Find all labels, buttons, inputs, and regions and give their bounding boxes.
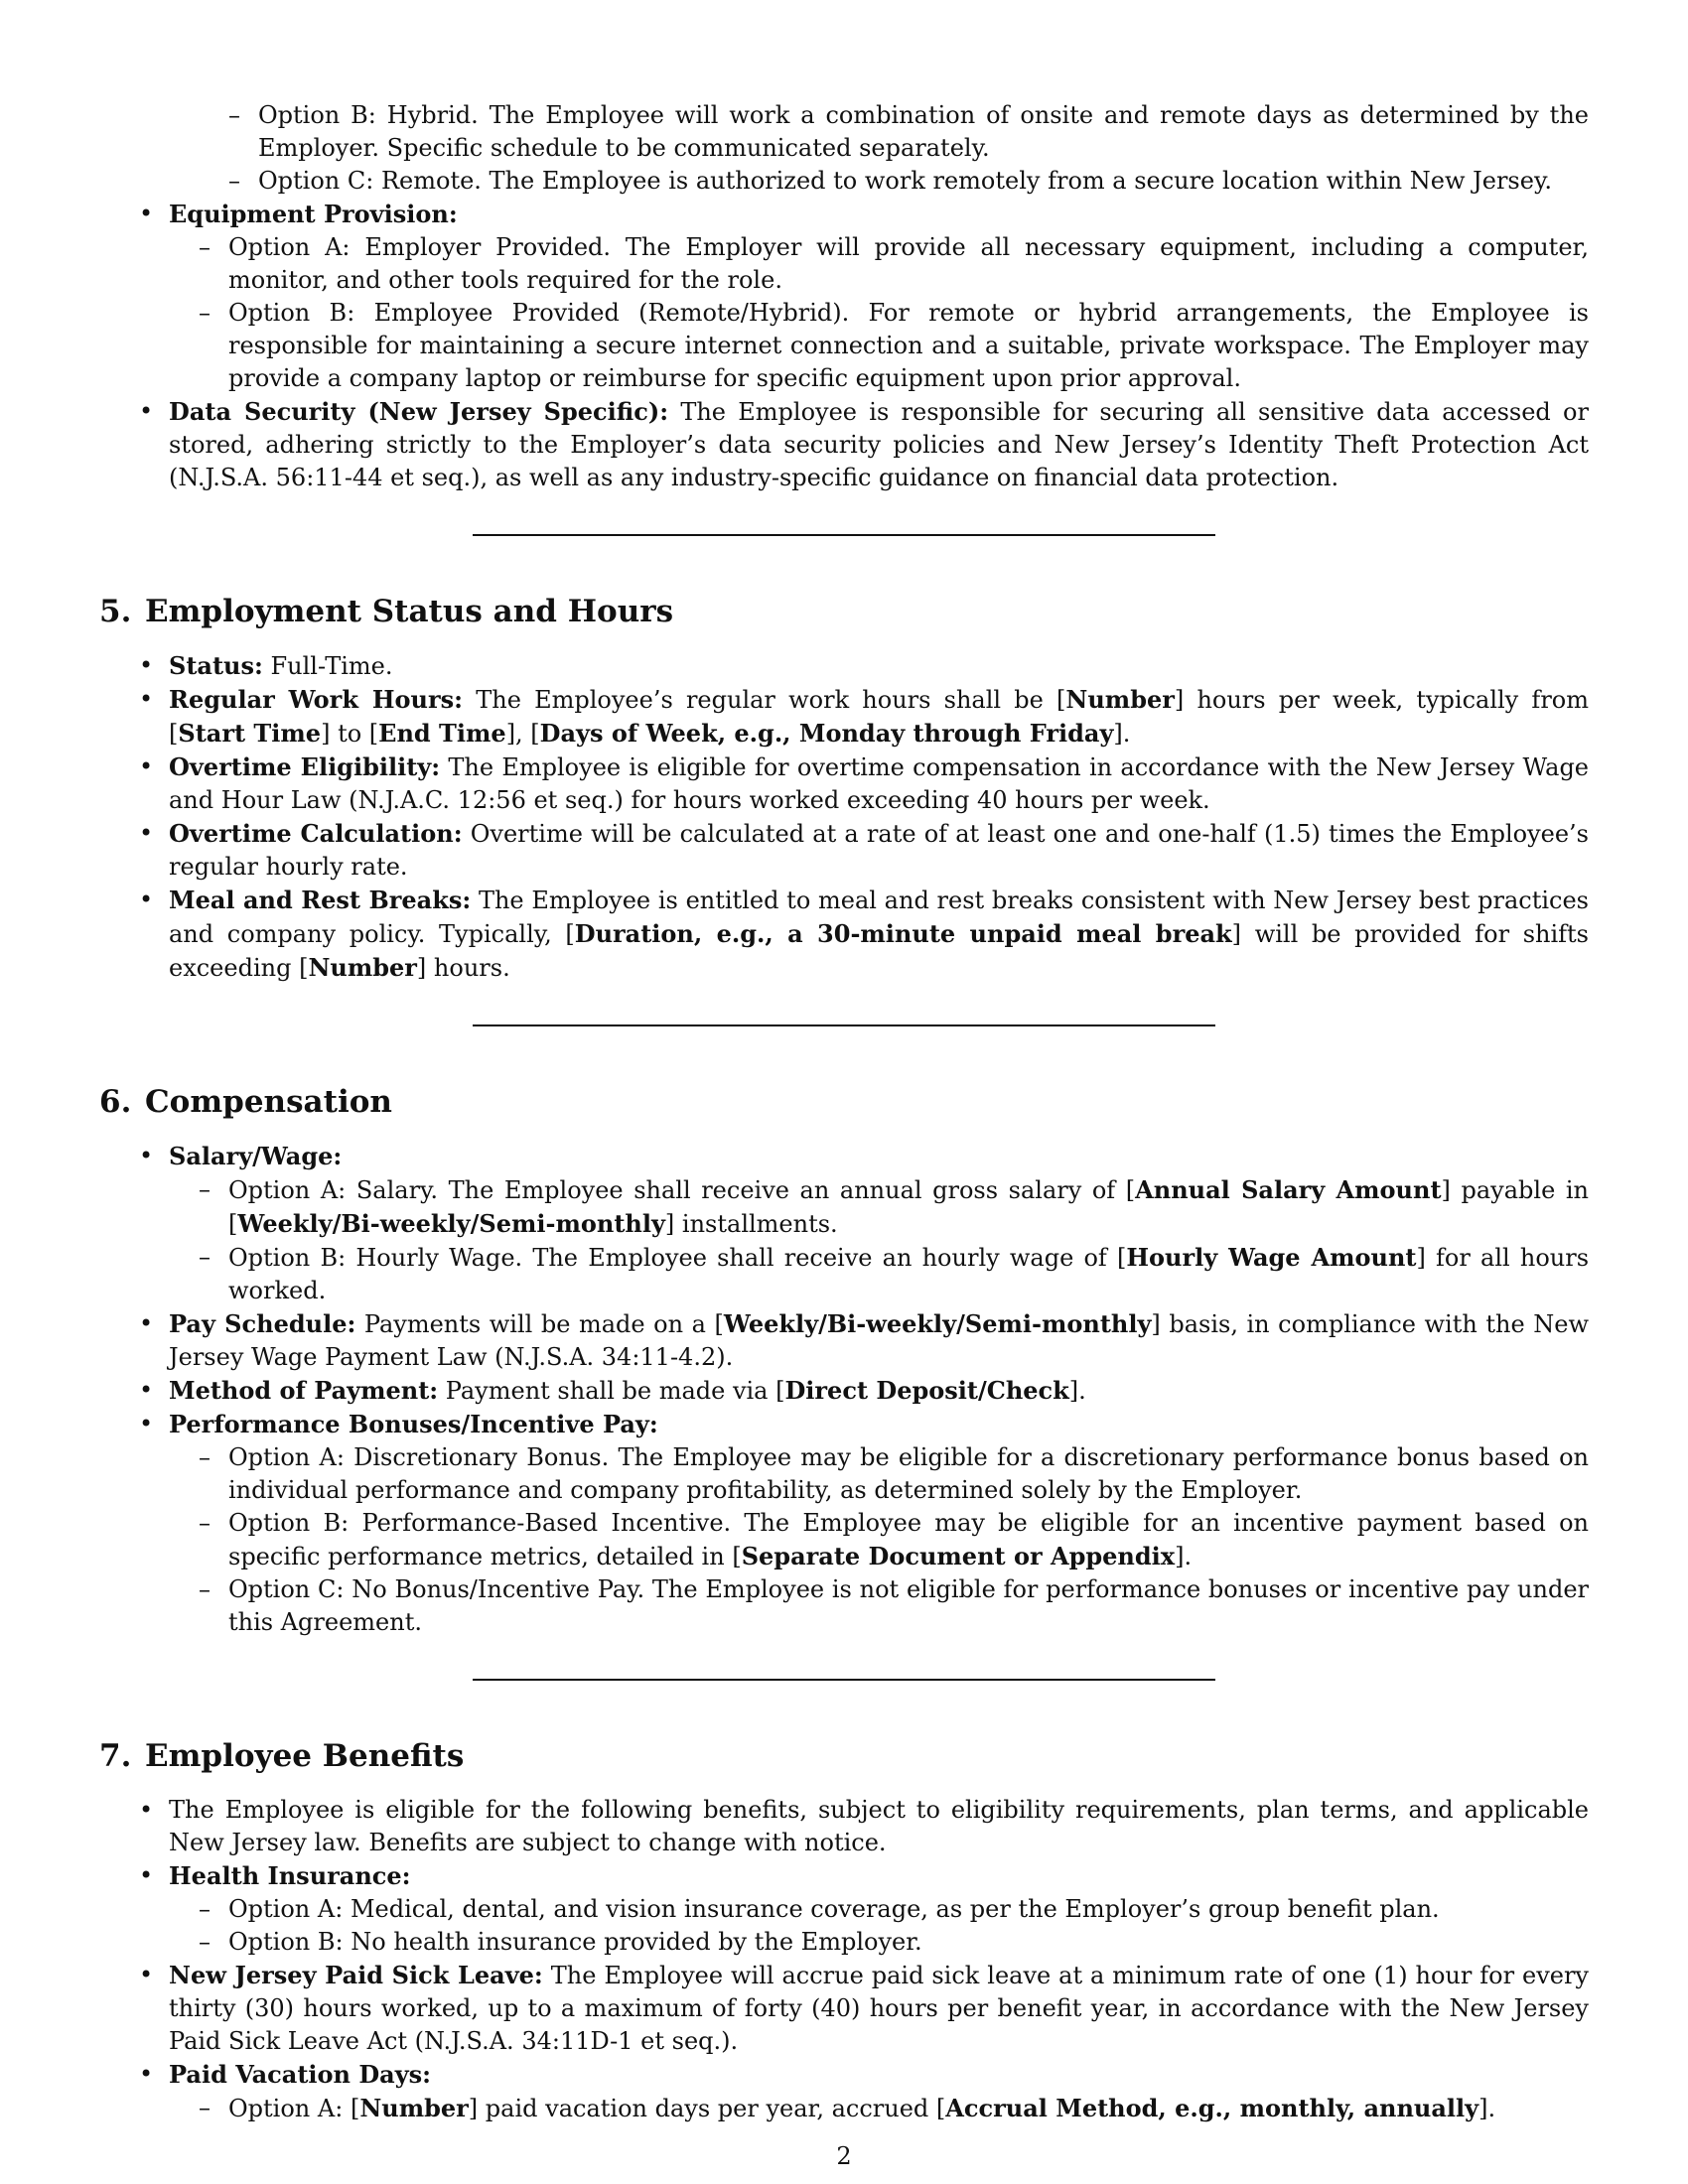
section5-list xyxy=(99,649,1589,985)
section7-heading: 7. Employee Benefits xyxy=(99,1738,465,1774)
pay-schedule-item: • Pay Schedule: Payments will be made on a [Weekly/Bi-weekly/Semi-monthly] basis, in compliance with the New Jersey Wage Payment Law (N.J.S.A. 34:11-4.2). xyxy=(99,1307,1589,1374)
data-security-item xyxy=(99,395,1589,494)
salary-options xyxy=(169,1173,1589,1307)
equipment-options xyxy=(169,231,1589,395)
overtime-eligibility-item: • Overtime Eligibility: The Employee is eligible for overtime compensation in accordance with the New Jersey Wage and Hour Law (N.J.A.C. 12:56 et seq.) for hours worked exceeding 40 hours per week. xyxy=(99,751,1589,817)
section5-heading: 5. Employment Status and Hours xyxy=(99,594,674,629)
section-divider xyxy=(473,534,1215,536)
section6-list xyxy=(99,1140,1589,1639)
work-hours-item: • Regular Work Hours: The Employee’s regular work hours shall be [Number] hours per week, typically from [Start Time] to [End Time], [Days of Week, e.g., Monday through Friday]. xyxy=(99,683,1589,751)
section-divider xyxy=(473,1024,1215,1026)
bonus-item: • Performance Bonuses/Incentive Pay: – Option A: Discretionary Bonus. The Employee may be eligible for a discretionary performance bonus based on individual performance and company profitability, as determined solely by the Employer. – Option B: Performance-Based Incentive. The Employee may be eligible for an incentive payment based on specific performance metrics, detailed in [Separate Document or Appendix]. – Option C: No Bonus/Incentive Pay. The Employee is not eligible for performance bonuses or incentive pay under this Agreement. xyxy=(99,1408,1589,1639)
section5-title: Employment Status and Hours xyxy=(145,594,674,629)
sick-leave-item: • New Jersey Paid Sick Leave: The Employee will accrue paid sick leave at a minimum rate of one (1) hour for every thirty (30) hours worked, up to a maximum of forty (40) hours per benefit year, in accordance with the New Jersey Paid Sick Leave Act (N.J.S.A. 34:11D-1 et seq.). xyxy=(99,1959,1589,2058)
work-arrangement-options xyxy=(99,99,1589,198)
health-options xyxy=(169,1893,1589,1959)
bonus-option-a: – Option A: Discretionary Bonus. The Employee may be eligible for a discretionary performance bonus based on individual performance and company profitability, as determined solely by the Employer. xyxy=(169,1441,1589,1507)
health-insurance-item: • Health Insurance: – Option A: Medical, dental, and vision insurance coverage, as per the Employer’s group benefit plan. – Option B: No health insurance provided by the Employer. xyxy=(99,1859,1589,1959)
option-remote: – Option C: Remote. The Employee is authorized to work remotely from a secure location within New Jersey. xyxy=(199,165,1589,198)
data-security-text: The Employee is responsible for securing all sensitive data accessed or stored, adhering strictly to the Employer’s data security policies and New Jersey’s Identity Theft Protection Act (N.J.S.A. 56:11-44 et seq.), as well as any industry-specific guidance on financial data protection. xyxy=(169,398,1589,491)
status-item: • Status: Full-Time. xyxy=(99,649,1589,683)
section-divider xyxy=(473,1679,1215,1681)
overtime-calculation-item: • Overtime Calculation: Overtime will be calculated at a rate of at least one and one-half (1.5) times the Employee’s regular hourly rate. xyxy=(99,817,1589,884)
section6-title: Compensation xyxy=(145,1084,392,1120)
health-option-a: – Option A: Medical, dental, and vision insurance coverage, as per the Employer’s group benefit plan. xyxy=(169,1893,1589,1926)
equipment-item xyxy=(99,198,1589,395)
data-security-label: Data Security (New Jersey Specific): xyxy=(169,397,669,426)
salary-option-b: – Option B: Hourly Wage. The Employee shall receive an hourly wage of [Hourly Wage Amount] for all hours worked. xyxy=(169,1241,1589,1307)
salary-option-a: – Option A: Salary. The Employee shall receive an annual gross salary of [Annual Salary Amount] payable in [Weekly/Bi-weekly/Semi-monthly] installments. xyxy=(169,1173,1589,1241)
option-hybrid: – Option B: Hybrid. The Employee will work a combination of onsite and remote days as determined by the Employer. Specific schedule to be communicated separately. xyxy=(199,99,1589,165)
page-content xyxy=(99,99,1589,2125)
bonus-option-b: – Option B: Performance-Based Incentive. The Employee may be eligible for an incentive payment based on specific performance metrics, detailed in [Separate Document or Appendix]. xyxy=(169,1507,1589,1573)
bonus-option-c: – Option C: No Bonus/Incentive Pay. The Employee is not eligible for performance bonuses or incentive pay under this Agreement. xyxy=(169,1573,1589,1639)
equipment-option-a: – Option A: Employer Provided. The Employer will provide all necessary equipment, including a computer, monitor, and other tools required for the role. xyxy=(169,231,1589,297)
vacation-options xyxy=(169,2092,1589,2125)
section6-heading: 6. Compensation xyxy=(99,1084,392,1120)
vacation-item: • Paid Vacation Days: – Option A: [Number] paid vacation days per year, accrued [Accrual Method, e.g., monthly, annually]. xyxy=(99,2058,1589,2125)
section4-list xyxy=(99,198,1589,494)
payment-method-item: • Method of Payment: Payment shall be made via [Direct Deposit/Check]. xyxy=(99,1374,1589,1408)
bonus-options xyxy=(169,1441,1589,1639)
vacation-option-a: – Option A: [Number] paid vacation days per year, accrued [Accrual Method, e.g., monthly, annually]. xyxy=(169,2092,1589,2125)
salary-item: • Salary/Wage: – Option A: Salary. The Employee shall receive an annual gross salary of [Annual Salary Amount] payable in [Weekly/Bi-weekly/Semi-monthly] installments. – Option B: Hourly Wage. The Employee shall receive an hourly wage of [Hourly Wage Amount] for all hours worked. xyxy=(99,1140,1589,1307)
equipment-option-b: – Option B: Employee Provided (Remote/Hybrid). For remote or hybrid arrangements, the Employee is responsible for maintaining a secure internet connection and a suitable, private workspace. The Employer may provide a company laptop or reimburse for specific equipment upon prior approval. xyxy=(169,297,1589,395)
section7-list xyxy=(99,1794,1589,2125)
section7-title: Employee Benefits xyxy=(145,1738,465,1774)
equipment-label: Equipment Provision: xyxy=(169,200,458,228)
meal-breaks-item: • Meal and Rest Breaks: The Employee is entitled to meal and rest breaks consistent with New Jersey best practices and company policy. Typically, [Duration, e.g., a 30-minute unpaid meal break] will be provided for shifts exceeding [Number] hours. xyxy=(99,884,1589,985)
page-number: 2 xyxy=(836,2142,852,2170)
health-option-b: – Option B: No health insurance provided by the Employer. xyxy=(169,1926,1589,1959)
benefits-intro-item: • The Employee is eligible for the following benefits, subject to eligibility requirements, plan terms, and applicable New Jersey law. Benefits are subject to change with notice. xyxy=(99,1794,1589,1859)
